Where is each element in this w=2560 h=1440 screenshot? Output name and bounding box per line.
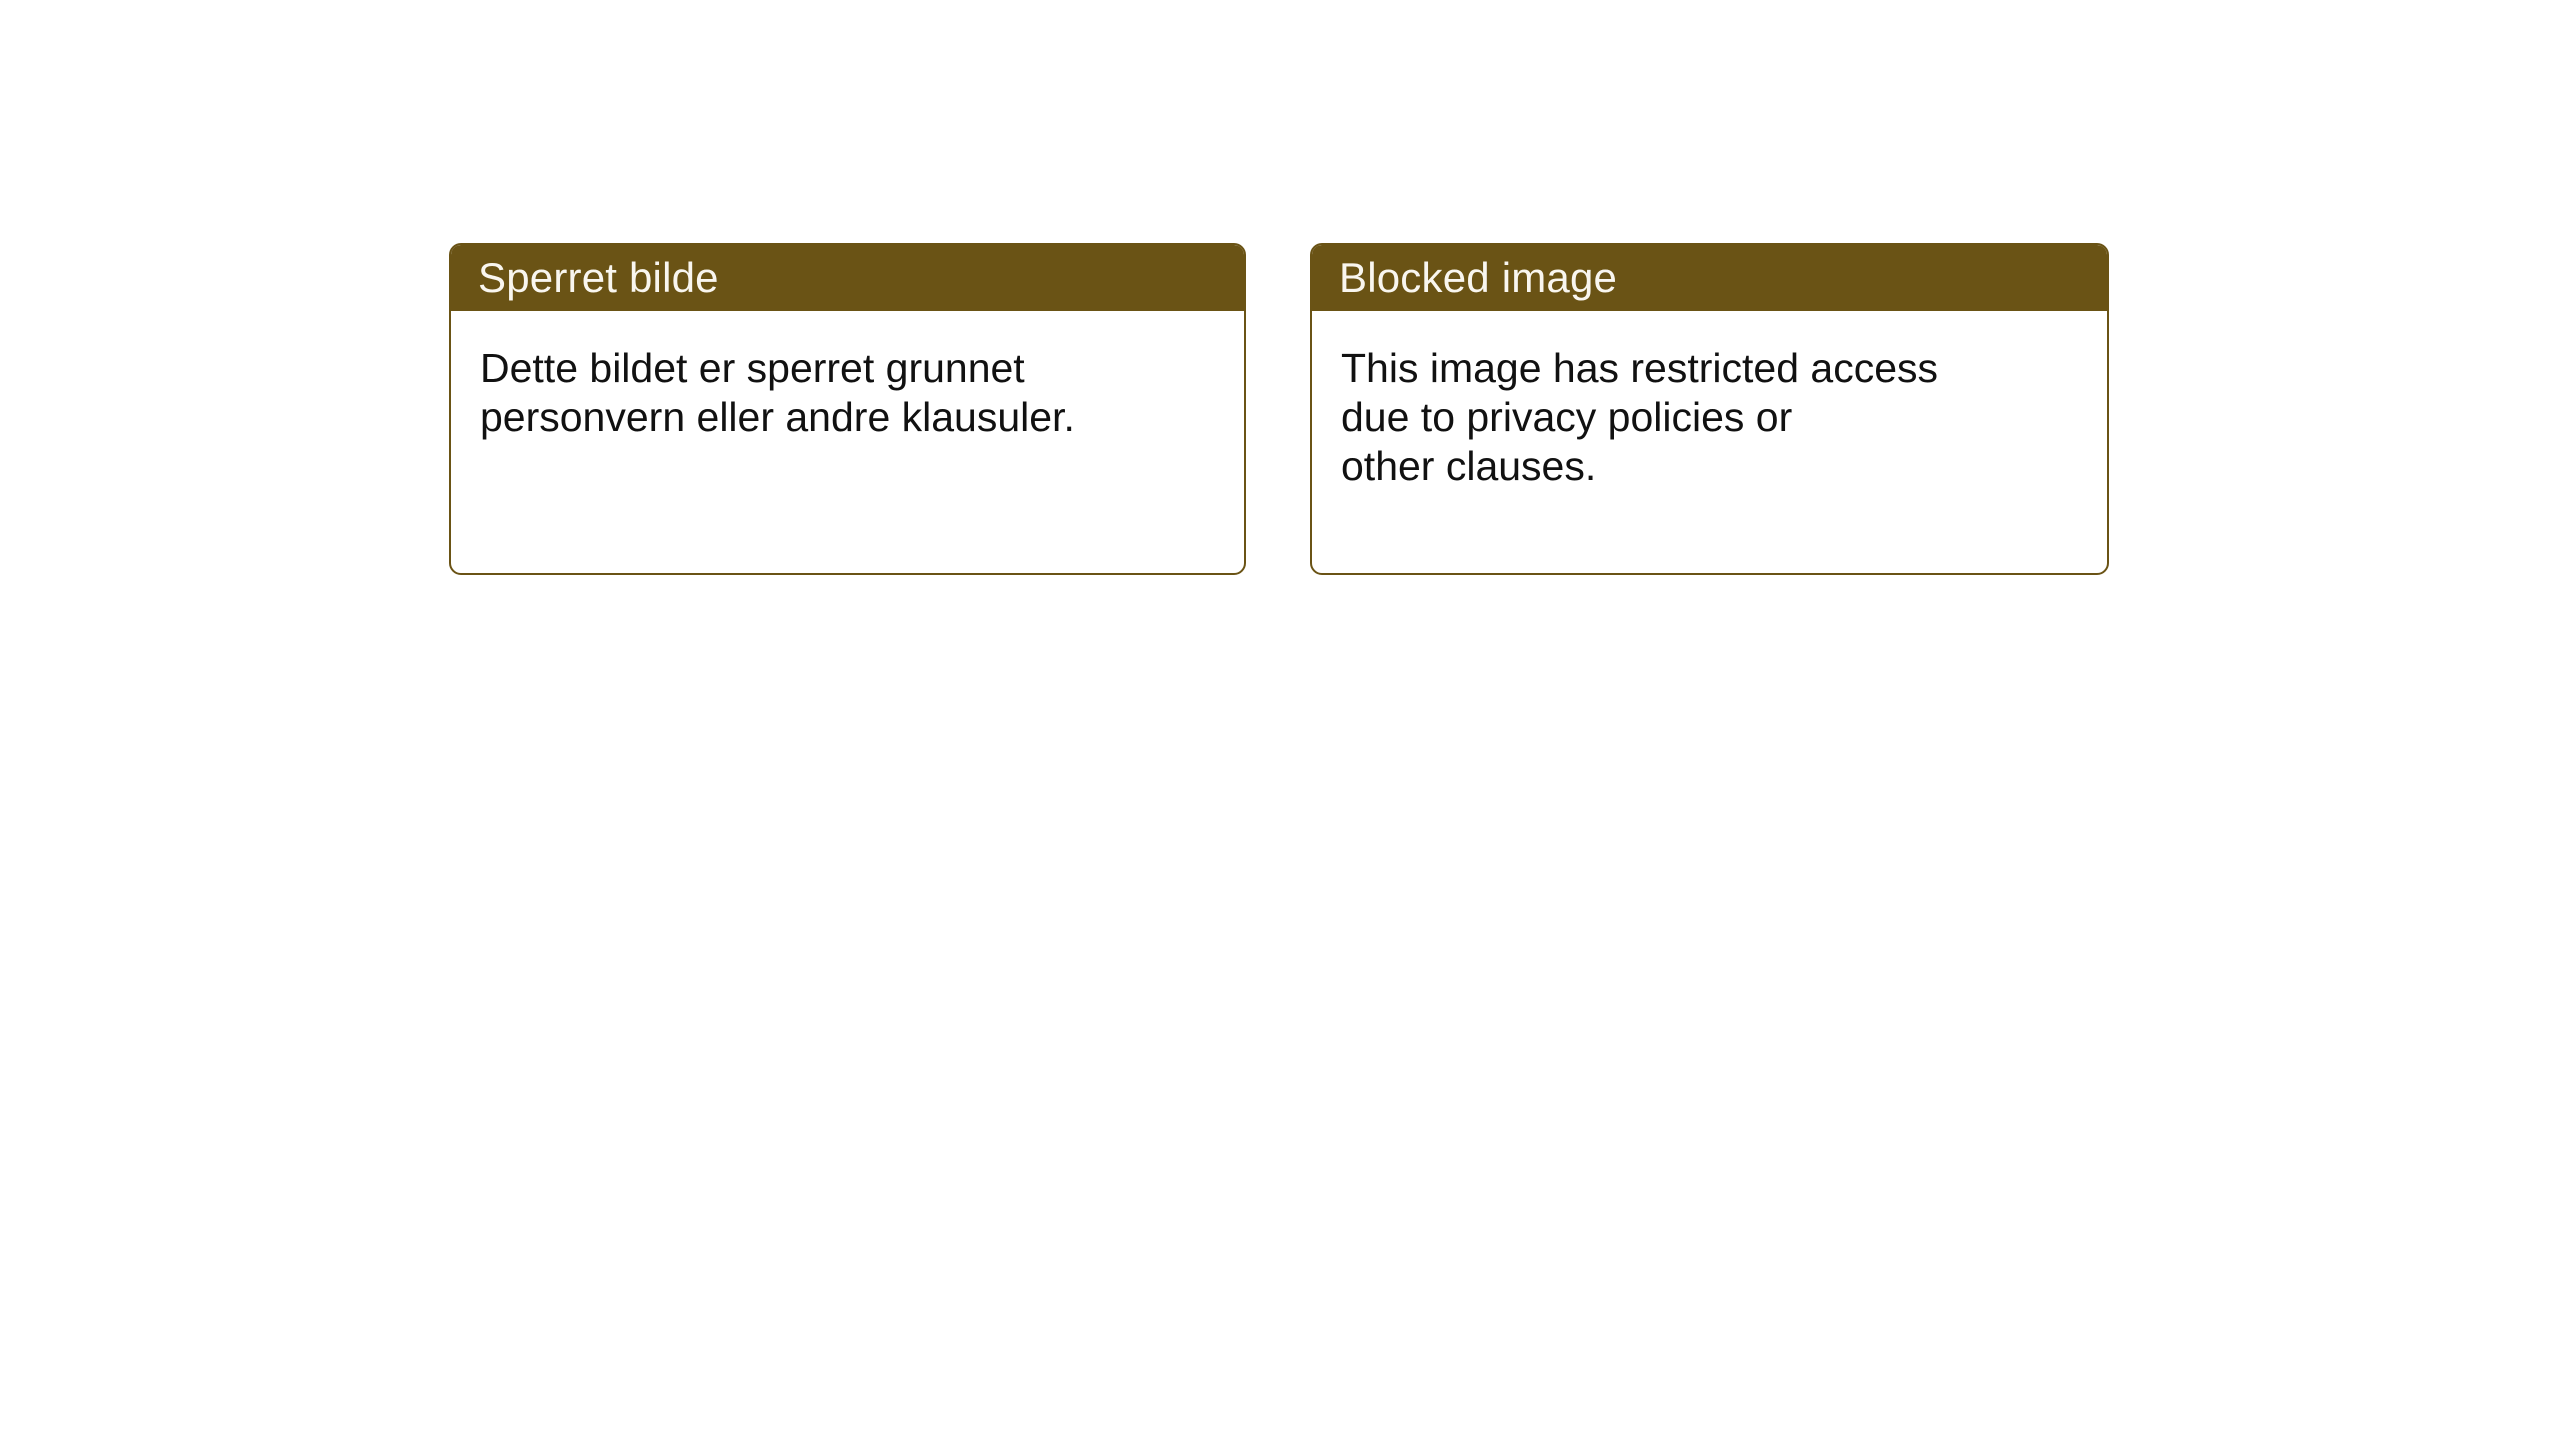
- card-body-line: other clauses.: [1341, 443, 1597, 489]
- card-body: [451, 311, 1244, 442]
- blocked-image-card-norwegian: [449, 243, 1246, 575]
- card-title: Sperret bilde: [478, 254, 719, 301]
- card-body-line: Dette bildet er sperret grunnet: [480, 345, 1025, 391]
- card-body-line: due to privacy policies or: [1341, 394, 1793, 440]
- card-title: Blocked image: [1339, 254, 1618, 301]
- card-body: [1312, 311, 2107, 491]
- card-body-line: personvern eller andre klausuler.: [480, 394, 1075, 440]
- card-header: [1312, 245, 2107, 311]
- card-body-line: This image has restricted access: [1341, 345, 1939, 391]
- blocked-image-card-english: [1310, 243, 2109, 575]
- card-header: [451, 245, 1244, 311]
